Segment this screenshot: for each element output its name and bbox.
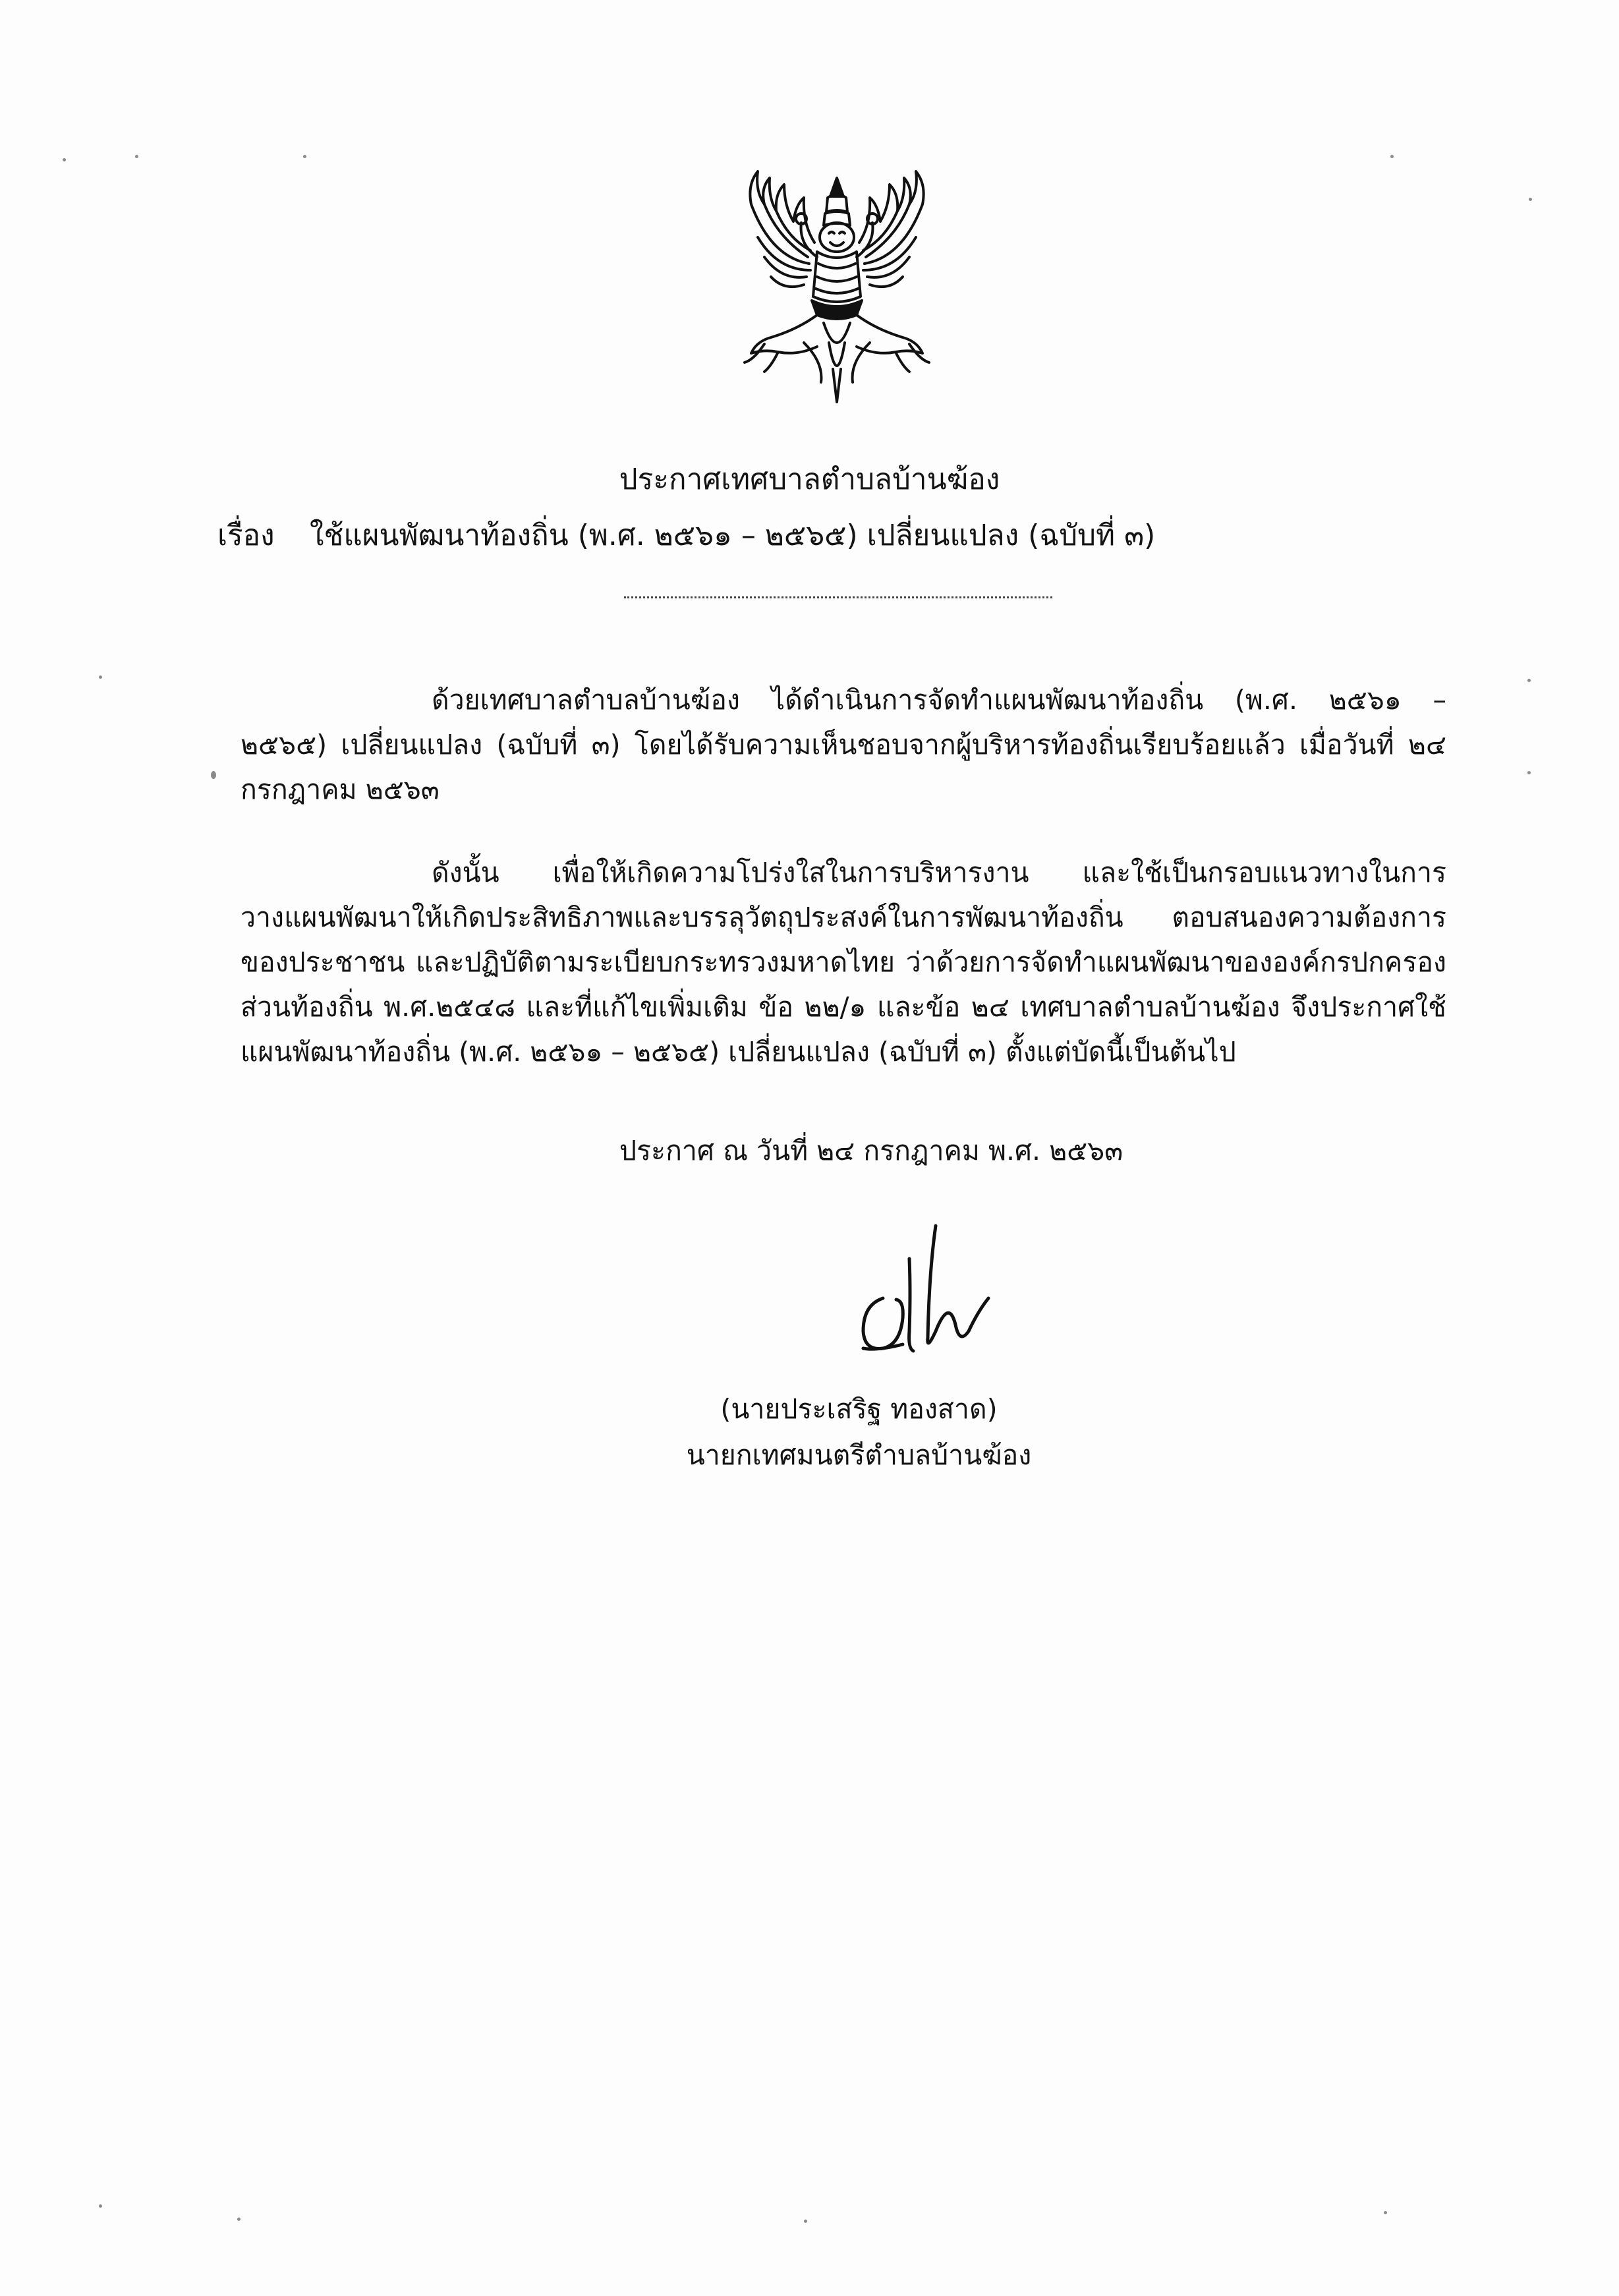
scan-speck <box>1390 155 1394 158</box>
garuda-emblem-icon <box>725 165 949 409</box>
scan-speck <box>1527 771 1531 774</box>
signer-title: นายกเทศมนตรีตำบลบ้านฆ้อง <box>686 1439 1032 1471</box>
signer-name: (นายประเสริฐ ทองสาด) <box>720 1393 998 1425</box>
subject-line <box>217 517 1404 554</box>
scan-speck <box>303 155 306 158</box>
divider <box>624 596 1052 598</box>
scan-speck <box>99 2204 102 2208</box>
paragraph-1: ด้วยเทศบาลตำบลบ้านฆ้อง ได้ดำเนินการจัดทำแผนพัฒนาท้องถิ่น (พ.ศ. ๒๕๖๑ – ๒๕๖๕) เปลี่ยนแปลง (ฉบับที่ ๓) โดยได้รับความเห็นชอบจากผู้บริหารท้องถิ่นเรียบร้อยแล้ว เมื่อวันที่ ๒๔ กรกฎาคม ๒๕๖๓ <box>241 684 1446 805</box>
handwritten-signature-icon <box>837 1219 1008 1377</box>
paragraph-2: ดังนั้น เพื่อให้เกิดความโปร่งใสในการบริหารงาน และใช้เป็นกรอบแนวทางในการวางแผนพัฒนาให้เกิดประสิทธิภาพและบรรลุวัตถุประสงค์ในการพัฒนาท้องถิ่น ตอบสนองความต้องการของประชาชน และปฏิบัติตามระเบียบกระทรวงมหาดไทย ว่าด้วยการจัดทำแผนพัฒนาขององค์กรปกครองส่วนท้องถิ่น พ.ศ.๒๕๔๘ และที่แก้ไขเพิ่มเติม ข้อ ๒๒/๑ และข้อ ๒๔ เทศบาลตำบลบ้านฆ้อง จึงประกาศใช้แผนพัฒนาท้องถิ่น (พ.ศ. ๒๕๖๑ – ๒๕๖๕) เปลี่ยนแปลง (ฉบับที่ ๓) ตั้งแต่บัดนี้เป็นต้นไป <box>241 857 1446 1068</box>
scan-speck <box>804 2220 807 2223</box>
issued-date: ประกาศ ณ วันที่ ๒๔ กรกฎาคม พ.ศ. ๒๕๖๓ <box>619 1135 1123 1166</box>
scan-speck <box>99 675 102 679</box>
scan-speck <box>1529 198 1532 201</box>
scan-speck <box>1384 2211 1387 2214</box>
scan-speck <box>237 2218 241 2221</box>
scan-speck <box>135 155 138 158</box>
page-title: ประกาศเทศบาลตำบลบ้านฆ้อง <box>619 463 1000 496</box>
scan-speck <box>1527 679 1531 682</box>
scan-speck <box>211 771 216 779</box>
scan-speck <box>63 158 66 161</box>
subject-text: ใช้แผนพัฒนาท้องถิ่น (พ.ศ. ๒๕๖๑ – ๒๕๖๕) เปลี่ยนแปลง (ฉบับที่ ๓) <box>310 519 1156 552</box>
subject-label: เรื่อง <box>217 519 275 552</box>
